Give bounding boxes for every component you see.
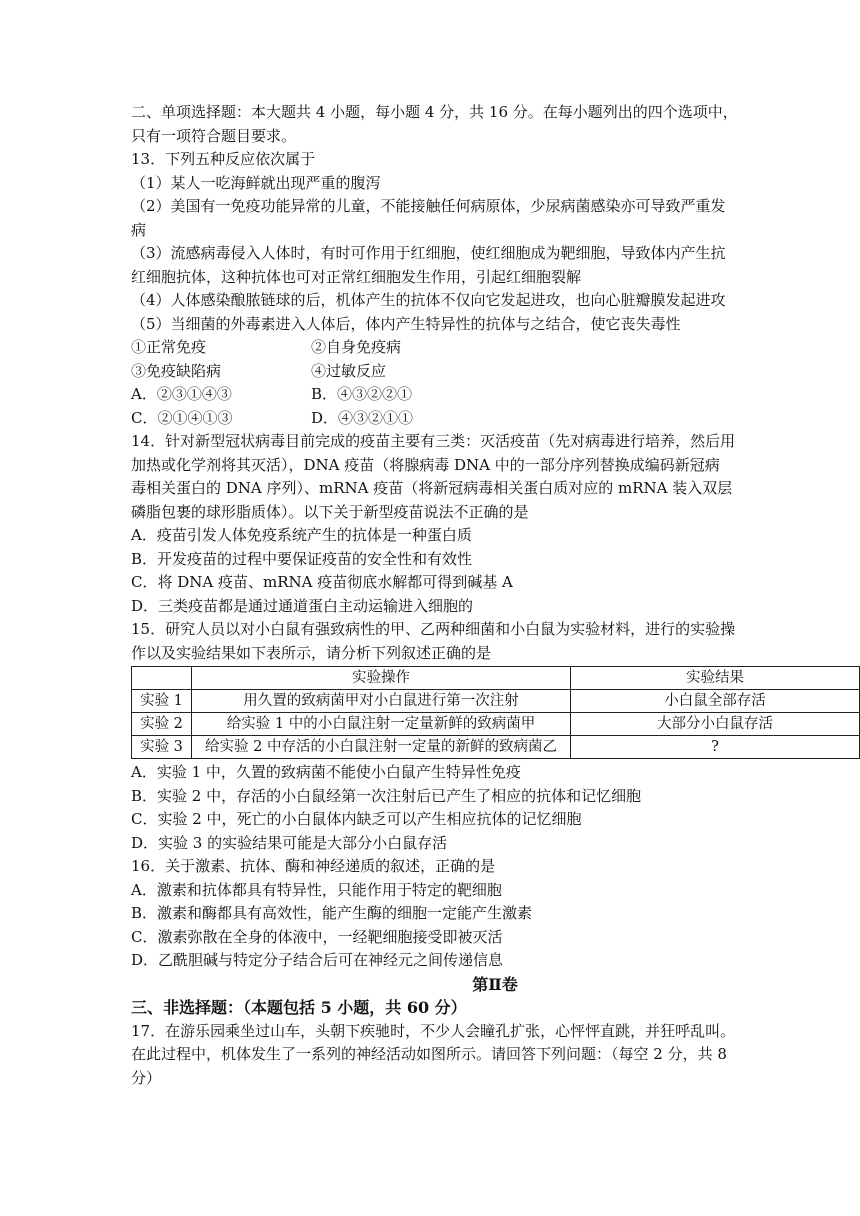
table-header-row — [132, 667, 860, 690]
table-cell: 实验 1 — [132, 690, 192, 713]
q17-stem-line: 在此过程中，机体发生了一系列的神经活动如图所示。请回答下列问题：（每空 2 分，共 8 — [131, 1045, 727, 1063]
table-cell: 给实验 1 中的小白鼠注射一定量新鲜的致病菌甲 — [192, 713, 571, 736]
table-cell: 大部分小白鼠存活 — [571, 713, 860, 736]
table-cell: ? — [571, 736, 860, 759]
q16-option-b: B．激素和酶都具有高效性，能产生酶的细胞一定能产生激素 — [131, 904, 533, 922]
q15-option-b: B．实验 2 中，存活的小白鼠经第一次注射后已产生了相应的抗体和记忆细胞 — [131, 786, 642, 805]
part2-title: 第Ⅱ卷 — [472, 974, 518, 994]
table-cell: 给实验 2 中存活的小白鼠注射一定量的新鲜的致病菌乙 — [192, 736, 571, 759]
table-cell: 用久置的致病菌甲对小白鼠进行第一次注射 — [192, 690, 571, 713]
q15-option-d: D．实验 3 的实验结果可能是大部分小白鼠存活 — [131, 833, 448, 852]
table-row — [132, 713, 860, 736]
q15-option-c: C．实验 2 中，死亡的小白鼠体内缺乏可以产生相应抗体的记忆细胞 — [131, 810, 582, 828]
q14-option-d: D．三类疫苗都是通过通道蛋白主动运输进入细胞的 — [131, 596, 474, 615]
q15-option-a: A．实验 1 中，久置的致病菌不能使小白鼠产生特异性免疫 — [131, 763, 521, 781]
table-header-cell: 实验操作 — [192, 667, 571, 690]
table-header-cell: 实验结果 — [571, 667, 860, 690]
q13-type: ①正常免疫 — [131, 338, 207, 356]
q14-option-a: A．疫苗引发人体免疫系统产生的抗体是一种蛋白质 — [131, 526, 472, 544]
q14-stem-line: 磷脂包裹的球形脂质体）。以下关于新型疫苗说法不正确的是 — [131, 502, 529, 521]
table-row — [132, 690, 860, 713]
q13-options-row1 — [131, 383, 859, 407]
q16-option-c: C．激素弥散在全身的体液中，一经靶细胞接受即被灭活 — [131, 927, 503, 946]
q13-option-d: D．④③②①① — [311, 408, 414, 427]
q13-item: （4）人体感染酿脓链球的后，机体产生的抗体不仅向它发起进攻，也向心脏瓣膜发起进攻 — [131, 291, 726, 309]
q13-type: ④过敏反应 — [311, 361, 387, 380]
q13-item: （3）流感病毒侵入人体时，有时可作用于红细胞，使红细胞成为靶细胞，导致体内产生抗 — [131, 244, 726, 262]
section3-header: 三、非选择题：（本题包括 5 小题，共 60 分） — [131, 998, 467, 1017]
table-cell: 实验 2 — [132, 713, 192, 736]
q14-stem-line: 14．针对新型冠状病毒目前完成的疫苗主要有三类：灭活疫苗（先对病毒进行培养，然后用 — [131, 432, 736, 450]
q16-stem: 16．关于激素、抗体、酶和神经递质的叙述，正确的是 — [131, 857, 496, 875]
q13-types-row1 — [131, 336, 859, 360]
table-row — [132, 736, 860, 759]
q13-item: （1）某人一吃海鲜就出现严重的腹泻 — [131, 173, 381, 192]
q13-item: 红细胞抗体，这种抗体也可对正常红细胞发生作用，引起红细胞裂解 — [131, 267, 582, 286]
q13-option-a: A．②③①④③ — [131, 385, 232, 403]
experiment-table — [131, 666, 860, 759]
q13-item: （2）美国有一免疫功能异常的儿童，不能接触任何病原体，少尿病菌感染亦可导致严重发 — [131, 197, 726, 215]
q17-stem-line: 17．在游乐园乘坐过山车，头朝下疾驰时，不少人会瞳孔扩张，心怦怦直跳，并狂呼乱叫。 — [131, 1021, 736, 1040]
q16-option-a: A．激素和抗体都具有特异性，只能作用于特定的靶细胞 — [131, 880, 502, 899]
q13-option-c: C．②①④①③ — [131, 408, 233, 427]
exam-page — [131, 101, 859, 1090]
section2-header-line1: 二、单项选择题：本大题共 4 小题，每小题 4 分，共 16 分。在每小题列出的四个选项中， — [131, 103, 738, 121]
q16-option-d: D．乙酰胆碱与特定分子结合后可在神经元之间传递信息 — [131, 951, 504, 969]
q14-stem-line: 毒相关蛋白的 DNA 序列）、mRNA 疫苗（将新冠病毒相关蛋白质对应的 mRNA 装入双层 — [131, 479, 733, 497]
q14-option-b: B．开发疫苗的过程中要保证疫苗的安全性和有效性 — [131, 549, 473, 568]
q13-type: ③免疫缺陷病 — [131, 361, 222, 380]
q13-options-row2 — [131, 407, 859, 431]
q17-stem-line: 分） — [131, 1068, 162, 1087]
q13-item: 病 — [131, 220, 147, 239]
q15-stem-line: 作以及实验结果如下表所示，请分析下列叙述正确的是 — [131, 643, 492, 662]
q15-stem-line: 15．研究人员以对小白鼠有强致病性的甲、乙两种细菌和小白鼠为实验材料，进行的实验操 — [131, 620, 736, 638]
table-cell: 实验 3 — [132, 736, 192, 759]
section2-header-line2: 只有一项符合题目要求。 — [131, 126, 297, 145]
q13-stem: 13．下列五种反应依次属于 — [131, 150, 316, 168]
q13-item: （5）当细菌的外毒素进入人体后，体内产生特异性的抗体与之结合，使它丧失毒性 — [131, 314, 681, 333]
q13-option-b: B．④③②②① — [311, 385, 413, 403]
q13-types-row2 — [131, 360, 859, 384]
q13-type: ②自身免疫病 — [311, 338, 402, 356]
q14-option-c: C．将 DNA 疫苗、mRNA 疫苗彻底水解都可得到碱基 A — [131, 573, 513, 591]
table-header-cell — [132, 667, 192, 690]
table-cell: 小白鼠全部存活 — [571, 690, 860, 713]
q14-stem-line: 加热或化学剂将其灭活），DNA 疫苗（将腺病毒 DNA 中的一部分序列替换成编码新冠病 — [131, 455, 720, 474]
